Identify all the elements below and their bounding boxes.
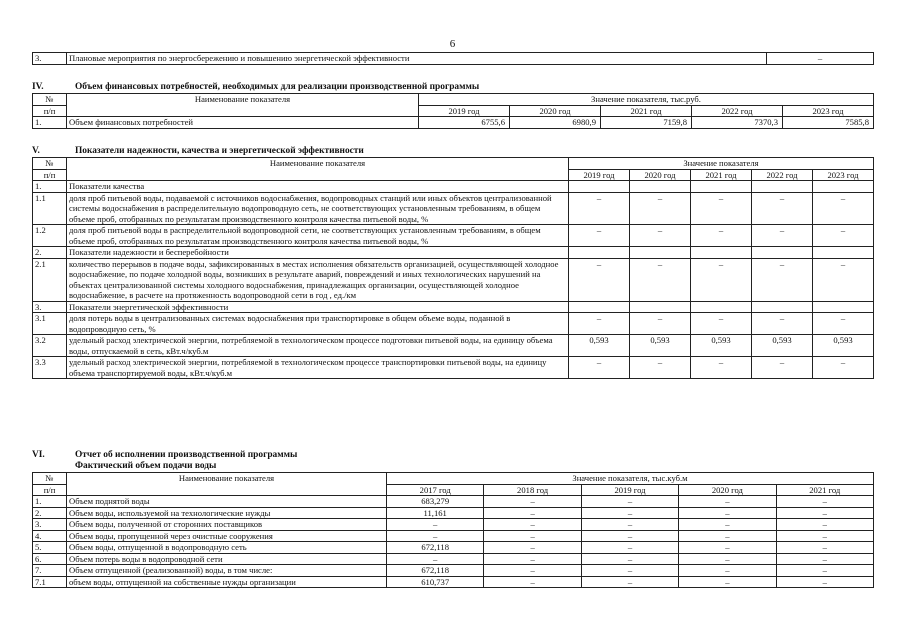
row-value: – bbox=[776, 542, 873, 554]
row-value bbox=[752, 247, 813, 259]
row-value: – bbox=[752, 357, 813, 379]
table-row bbox=[33, 335, 874, 357]
table-row bbox=[33, 192, 874, 225]
row-value: 11,161 bbox=[387, 507, 484, 519]
row-value: – bbox=[776, 507, 873, 519]
table-row bbox=[33, 117, 874, 129]
row-name: Плановые мероприятия по энергосбережению и повышению энергетической эффективности bbox=[67, 53, 767, 65]
row-number: 3.1 bbox=[33, 313, 67, 335]
row-value: – bbox=[630, 192, 691, 225]
row-number: 3.3 bbox=[33, 357, 67, 379]
row-name: Объем финансовых потребностей bbox=[67, 117, 419, 129]
header-name: Наименование показателя bbox=[67, 94, 419, 117]
row-value: – bbox=[679, 576, 776, 588]
table-row bbox=[33, 53, 874, 65]
row-value: 0,593 bbox=[569, 335, 630, 357]
row-value: – bbox=[484, 576, 581, 588]
header-year: 2020 год bbox=[679, 484, 776, 496]
row-name: доля проб питьевой воды в распределительной водопроводной сети, не соответствующих установленным требованиям, в общем объеме проб, отобранных по результатам производственного контроля качества питьевой воды, % bbox=[67, 225, 569, 247]
row-value: – bbox=[484, 496, 581, 508]
row-value: – bbox=[581, 553, 678, 565]
row-value: – bbox=[691, 357, 752, 379]
top-continuation-table bbox=[32, 52, 874, 65]
row-value: – bbox=[813, 192, 874, 225]
row-name: удельный расход электрической энергии, потребляемой в технологическом процессе транспортировки питьевой воды, на единицу объема транспортируемой воды, кВт.ч/куб.м bbox=[67, 357, 569, 379]
row-value: – bbox=[776, 553, 873, 565]
table-row bbox=[33, 301, 874, 313]
row-value: – bbox=[484, 530, 581, 542]
header-num: № bbox=[33, 158, 67, 170]
section-number: IV. bbox=[32, 82, 44, 92]
row-value bbox=[630, 247, 691, 259]
table-row bbox=[33, 496, 874, 508]
row-value bbox=[569, 181, 630, 193]
row-value bbox=[752, 181, 813, 193]
row-number: 3. bbox=[33, 53, 67, 65]
row-number: 3.2 bbox=[33, 335, 67, 357]
row-value: – bbox=[387, 519, 484, 531]
table-row bbox=[33, 553, 874, 565]
row-name: Объем воды, полученной от сторонних поставщиков bbox=[67, 519, 387, 531]
row-value: – bbox=[630, 258, 691, 301]
header-row bbox=[33, 94, 874, 106]
row-value: – bbox=[484, 542, 581, 554]
row-value: – bbox=[569, 192, 630, 225]
row-value: – bbox=[776, 565, 873, 577]
row-name: Объем поднятой воды bbox=[67, 496, 387, 508]
financial-needs-table bbox=[32, 93, 874, 129]
row-value: – bbox=[630, 225, 691, 247]
row-number: 2. bbox=[33, 247, 67, 259]
row-value bbox=[569, 247, 630, 259]
table-row bbox=[33, 225, 874, 247]
header-name: Наименование показателя bbox=[67, 158, 569, 181]
row-name: удельный расход электрической энергии, потребляемой в технологическом процессе подготовки питьевой воды, на единицу объема воды, отпускаемой в сеть, кВт.ч/куб.м bbox=[67, 335, 569, 357]
row-value: – bbox=[752, 313, 813, 335]
row-value: 0,593 bbox=[691, 335, 752, 357]
row-name: Показатели энергетической эффективности bbox=[67, 301, 569, 313]
row-value: – bbox=[752, 225, 813, 247]
table-row bbox=[33, 565, 874, 577]
row-number: 1. bbox=[33, 496, 67, 508]
row-name: Показатели надежности и бесперебойности bbox=[67, 247, 569, 259]
row-value: – bbox=[581, 530, 678, 542]
row-name: Объем отпущенной (реализованной) воды, в том числе: bbox=[67, 565, 387, 577]
header-year: 2019 год bbox=[419, 105, 510, 117]
row-value: – bbox=[569, 357, 630, 379]
row-value: – bbox=[569, 225, 630, 247]
row-value: – bbox=[691, 313, 752, 335]
header-year: 2023 год bbox=[813, 169, 874, 181]
row-name: доля потерь воды в централизованных системах водоснабжения при транспортировке в общем объеме воды, поданной в водопроводную сеть, % bbox=[67, 313, 569, 335]
row-value bbox=[569, 301, 630, 313]
row-value: – bbox=[776, 576, 873, 588]
water-supply-table bbox=[32, 472, 874, 588]
row-value: – bbox=[484, 565, 581, 577]
row-value: – bbox=[679, 507, 776, 519]
row-number: 7.1 bbox=[33, 576, 67, 588]
header-year: 2021 год bbox=[601, 105, 692, 117]
row-value: – bbox=[581, 519, 678, 531]
row-value bbox=[752, 301, 813, 313]
row-value bbox=[813, 301, 874, 313]
row-value: – bbox=[581, 565, 678, 577]
row-value: 7370,3 bbox=[692, 117, 783, 129]
header-value: Значение показателя, тыс.куб.м bbox=[387, 473, 874, 485]
row-value: – bbox=[581, 542, 678, 554]
page-number: 6 bbox=[449, 38, 456, 50]
table-row bbox=[33, 530, 874, 542]
row-value: 6755,6 bbox=[419, 117, 510, 129]
row-number: 2.1 bbox=[33, 258, 67, 301]
table-row bbox=[33, 357, 874, 379]
row-name: Объем воды, отпущенной в водопроводную сеть bbox=[67, 542, 387, 554]
row-value: 683,279 bbox=[387, 496, 484, 508]
row-value: 0,593 bbox=[630, 335, 691, 357]
row-value bbox=[691, 301, 752, 313]
section-4-heading bbox=[32, 82, 479, 92]
row-value: – bbox=[569, 313, 630, 335]
row-value: 0,593 bbox=[813, 335, 874, 357]
header-year: 2021 год bbox=[691, 169, 752, 181]
header-year: 2022 год bbox=[752, 169, 813, 181]
row-value: – bbox=[776, 530, 873, 542]
row-value: – bbox=[581, 496, 678, 508]
row-value: – bbox=[776, 496, 873, 508]
row-name: Объем потерь воды в водопроводной сети bbox=[67, 553, 387, 565]
row-number: 4. bbox=[33, 530, 67, 542]
row-value: – bbox=[813, 357, 874, 379]
row-value: – bbox=[679, 530, 776, 542]
header-value: Значение показателя, тыс.руб. bbox=[419, 94, 874, 106]
row-name: доля проб питьевой воды, подаваемой с источников водоснабжения, водопроводных станций или иных объектов централизованной системы водоснабжения в распределительную водопроводную сеть, не соответствующих установленным требованиям, в общем объеме проб, отобранных по результатам производственного контроля качества питьевой воды, % bbox=[67, 192, 569, 225]
row-value: – bbox=[813, 313, 874, 335]
row-value bbox=[691, 181, 752, 193]
table-row bbox=[33, 576, 874, 588]
row-value: – bbox=[387, 553, 484, 565]
header-year: 2020 год bbox=[630, 169, 691, 181]
section-number: VI. bbox=[32, 450, 45, 460]
row-number: 3. bbox=[33, 519, 67, 531]
row-value: – bbox=[691, 192, 752, 225]
row-value: – bbox=[581, 507, 678, 519]
row-value: – bbox=[679, 542, 776, 554]
row-value: 7585,8 bbox=[783, 117, 874, 129]
header-num: № bbox=[33, 473, 67, 485]
header-year: 2017 год bbox=[387, 484, 484, 496]
header-year: 2019 год bbox=[569, 169, 630, 181]
row-value: – bbox=[691, 258, 752, 301]
header-year: 2018 год bbox=[484, 484, 581, 496]
row-value: 6980,9 bbox=[510, 117, 601, 129]
section-title: Отчет об исполнении производственной программы bbox=[75, 450, 298, 460]
row-value: – bbox=[679, 553, 776, 565]
header-year: 2019 год bbox=[581, 484, 678, 496]
table-row bbox=[33, 507, 874, 519]
row-number: 6. bbox=[33, 553, 67, 565]
section-6-heading bbox=[32, 450, 297, 460]
header-year: 2022 год bbox=[692, 105, 783, 117]
table-row bbox=[33, 519, 874, 531]
header-row bbox=[33, 473, 874, 485]
row-value: 610,737 bbox=[387, 576, 484, 588]
row-value: 672,118 bbox=[387, 542, 484, 554]
header-year: 2023 год bbox=[783, 105, 874, 117]
header-value: Значение показателя bbox=[569, 158, 874, 170]
row-value: – bbox=[630, 357, 691, 379]
row-number: 1.2 bbox=[33, 225, 67, 247]
header-num-sub: п/п bbox=[33, 484, 67, 496]
row-name: Объем воды, пропущенной через очистные сооружения bbox=[67, 530, 387, 542]
section-title: Объем финансовых потребностей, необходимых для реализации производственной программы bbox=[75, 82, 480, 92]
row-number: 1.1 bbox=[33, 192, 67, 225]
section-6-subtitle: Фактический объем подачи воды bbox=[75, 461, 217, 471]
header-year: 2020 год bbox=[510, 105, 601, 117]
row-value: – bbox=[767, 53, 874, 65]
row-value: – bbox=[752, 258, 813, 301]
row-number: 1. bbox=[33, 181, 67, 193]
row-number: 1. bbox=[33, 117, 67, 129]
row-value bbox=[630, 301, 691, 313]
row-name: Показатели качества bbox=[67, 181, 569, 193]
reliability-table bbox=[32, 157, 874, 379]
row-number: 5. bbox=[33, 542, 67, 554]
row-value: 7159,8 bbox=[601, 117, 692, 129]
table-row bbox=[33, 542, 874, 554]
row-value bbox=[630, 181, 691, 193]
row-value: – bbox=[776, 519, 873, 531]
header-num: № bbox=[33, 94, 67, 106]
header-num-sub: п/п bbox=[33, 105, 67, 117]
header-name: Наименование показателя bbox=[67, 473, 387, 496]
table-row bbox=[33, 181, 874, 193]
section-5-heading bbox=[32, 146, 364, 156]
row-value: – bbox=[813, 225, 874, 247]
row-value: – bbox=[581, 576, 678, 588]
row-number: 3. bbox=[33, 301, 67, 313]
section-title: Показатели надежности, качества и энергетической эффективности bbox=[75, 146, 364, 156]
row-value: – bbox=[752, 192, 813, 225]
row-value: – bbox=[679, 519, 776, 531]
header-row bbox=[33, 158, 874, 170]
row-value bbox=[691, 247, 752, 259]
row-value: – bbox=[630, 313, 691, 335]
row-value: – bbox=[813, 258, 874, 301]
table-row bbox=[33, 313, 874, 335]
row-value: – bbox=[679, 565, 776, 577]
table-row bbox=[33, 247, 874, 259]
row-name: объем воды, отпущенной на собственные нужды организации bbox=[67, 576, 387, 588]
row-name: Объем воды, используемой на технологические нужды bbox=[67, 507, 387, 519]
row-value: – bbox=[691, 225, 752, 247]
row-name: количество перерывов в подаче воды, зафиксированных в местах исполнения обязательств организацией, осуществляющей холодное водоснабжение, по подаче холодной воды, возникших в результате аварий, повреждений и иных технологических нарушений на объектах централизованной системы холодного водоснабжения, принадлежащих организации, осуществляющей холодное водоснабжение, в расчете на протяженность водопроводной сети в год , ед./км bbox=[67, 258, 569, 301]
section-number: V. bbox=[32, 146, 40, 156]
row-value: – bbox=[484, 553, 581, 565]
header-num-sub: п/п bbox=[33, 169, 67, 181]
row-value: 672,118 bbox=[387, 565, 484, 577]
row-value: – bbox=[387, 530, 484, 542]
table-row bbox=[33, 258, 874, 301]
row-number: 2. bbox=[33, 507, 67, 519]
row-value: – bbox=[484, 519, 581, 531]
row-value bbox=[813, 181, 874, 193]
row-number: 7. bbox=[33, 565, 67, 577]
row-value bbox=[813, 247, 874, 259]
header-year: 2021 год bbox=[776, 484, 873, 496]
row-value: – bbox=[484, 507, 581, 519]
row-value: – bbox=[569, 258, 630, 301]
row-value: – bbox=[679, 496, 776, 508]
row-value: 0,593 bbox=[752, 335, 813, 357]
